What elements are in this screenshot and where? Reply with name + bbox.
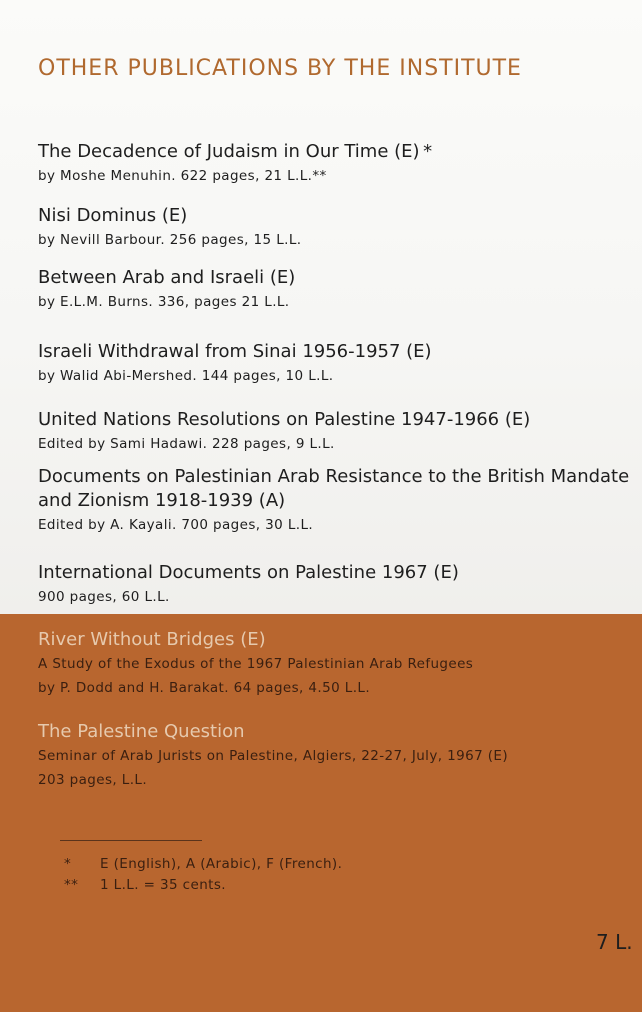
publication-entry (38, 720, 508, 792)
publication-title: Israeli Withdrawal from Sinai 1956-1957 (E) (38, 341, 432, 362)
publication-entry (38, 266, 295, 314)
publication-details: by E.L.M. Burns. 336, pages 21 L.L. (38, 294, 290, 310)
footnote (64, 877, 226, 893)
publication-entry (38, 340, 432, 388)
publication-details: by Moshe Menuhin. 622 pages, 21 L.L.** (38, 168, 327, 184)
publication-entry (38, 204, 301, 252)
publication-subtitle: A Study of the Exodus of the 1967 Palestinian Arab Refugees (38, 656, 474, 672)
publication-details: by Nevill Barbour. 256 pages, 15 L.L. (38, 232, 302, 248)
publication-title: River Without Bridges (E) (38, 629, 266, 650)
publication-title: The Decadence of Judaism in Our Time (E) * (38, 141, 433, 162)
publication-details: by Walid Abi-Mershed. 144 pages, 10 L.L. (38, 368, 334, 384)
publication-subtitle: Seminar of Arab Jurists on Palestine, Algiers, 22-27, July, 1967 (E) (38, 748, 509, 764)
publication-title: The Palestine Question (38, 721, 245, 742)
footnote-text: 1 L.L. = 35 cents. (100, 877, 226, 893)
price-label: 7 L. (596, 930, 633, 954)
publication-entry (38, 408, 530, 456)
footnote-divider (60, 840, 202, 841)
publication-details: 203 pages, L.L. (38, 772, 148, 788)
publication-title: International Documents on Palestine 1967 (E) (38, 562, 459, 583)
publication-title: Documents on Palestinian Arab Resistance to the British Mandate (38, 466, 630, 487)
publication-title-continued: and Zionism 1918-1939 (A) (38, 490, 286, 511)
footnote (64, 856, 342, 872)
footnote-mark: ** (64, 877, 79, 893)
publication-entry (38, 140, 432, 188)
publication-details: by P. Dodd and H. Barakat. 64 pages, 4.50 L.L. (38, 680, 371, 696)
page-heading: OTHER PUBLICATIONS BY THE INSTITUTE (38, 56, 522, 81)
footnote-text: E (English), A (Arabic), F (French). (100, 856, 343, 872)
publication-title: Between Arab and Israeli (E) (38, 267, 296, 288)
publication-title: Nisi Dominus (E) (38, 205, 188, 226)
publication-entry (38, 465, 629, 537)
publication-title: United Nations Resolutions on Palestine 1947-1966 (E) (38, 409, 531, 430)
publication-details: 900 pages, 60 L.L. (38, 589, 170, 605)
publication-details: Edited by Sami Hadawi. 228 pages, 9 L.L. (38, 436, 335, 452)
footnote-mark: * (64, 856, 72, 872)
publication-entry (38, 561, 459, 609)
publication-details: Edited by A. Kayali. 700 pages, 30 L.L. (38, 517, 314, 533)
publication-entry (38, 628, 473, 700)
